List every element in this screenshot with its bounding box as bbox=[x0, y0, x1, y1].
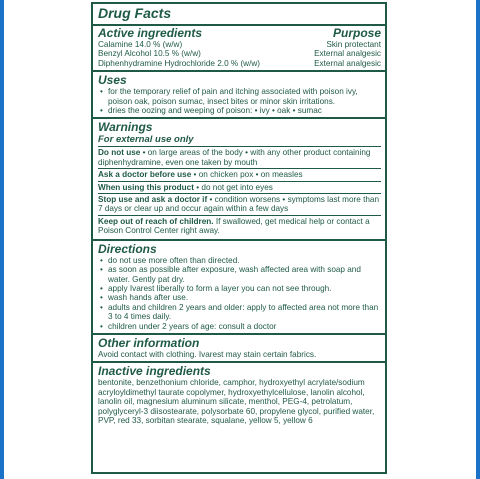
list-item: • for the temporary relief of pain and itching associated with poison ivy, poison oak, poison sumac, insect bites or minor skin irritations. bbox=[98, 87, 381, 106]
active-row bbox=[98, 40, 381, 49]
right-edge-bar bbox=[476, 0, 480, 479]
active-ingredient: Calamine 14.0 % (w/w) bbox=[98, 40, 183, 49]
inactive-ingredients-text: bentonite, benzethonium chloride, camphor, hydroxyethyl acrylate/sodium acryloyldimethyl taurate copolymer, hydroxyethylcellulose, lanolin alcohol, lanolin oil, magnesium aluminum silicate, menthol, PEG-4, petrolatum, polyglyceryl-3 diisostearate, polysorbate 60, propylene glycol, purified water, PVP, red 33, sorbitan stearate, squalane, yellow 5, yellow 6 bbox=[98, 378, 375, 425]
list-item: • adults and children 2 years and older: apply to affected area not more than 3 to 4 times daily. bbox=[98, 303, 381, 322]
warning-line bbox=[98, 194, 381, 216]
warning-line bbox=[98, 147, 381, 169]
warning-text: • do not get into eyes bbox=[193, 182, 273, 192]
warning-text: • on large areas of the body • with any other product containing diphenhydramine, even one taken by mouth bbox=[98, 148, 371, 167]
active-header-row bbox=[98, 26, 381, 40]
directions-list bbox=[98, 256, 381, 331]
other-information-text: Avoid contact with clothing. Ivarest may stain certain fabrics. bbox=[98, 349, 317, 359]
other-information-section bbox=[93, 335, 385, 363]
warning-lead: Ask a doctor before use bbox=[98, 170, 192, 180]
active-row bbox=[98, 49, 381, 58]
active-purpose: External analgesic bbox=[314, 49, 381, 59]
inactive-ingredients-section bbox=[93, 363, 385, 427]
active-ingredient: Diphenhydramine Hydrochloride 2.0 % (w/w) bbox=[98, 58, 260, 68]
other-information-heading: Other information bbox=[98, 335, 200, 350]
warning-line bbox=[98, 169, 381, 181]
warning-line bbox=[98, 182, 381, 194]
active-ingredients-section bbox=[93, 26, 385, 72]
warning-text: • on chicken pox • on measles bbox=[191, 170, 303, 180]
list-item: • apply Ivarest liberally to form a layer you can not see through. bbox=[98, 284, 381, 293]
active-row bbox=[98, 59, 381, 68]
warnings-section bbox=[93, 119, 385, 240]
warning-text: • condition worsens • symptoms last more than 7 days or clear up and occur again within a few days bbox=[98, 195, 380, 214]
uses-heading: Uses bbox=[98, 73, 127, 88]
inactive-ingredients-heading: Inactive ingredients bbox=[98, 364, 211, 379]
uses-section bbox=[93, 72, 385, 119]
drug-facts-panel bbox=[91, 2, 387, 474]
uses-list bbox=[98, 87, 381, 115]
title-section bbox=[93, 4, 385, 26]
warning-lead: When using this product bbox=[98, 182, 194, 192]
directions-section bbox=[93, 241, 385, 335]
purpose-heading: Purpose bbox=[332, 26, 381, 40]
list-item: • children under 2 years of age: consult a doctor bbox=[98, 322, 381, 331]
warning-line bbox=[98, 216, 381, 237]
warning-lead: Keep out of reach of children. bbox=[98, 216, 214, 226]
list-item: • do not use more often than directed. bbox=[98, 256, 381, 265]
list-item: • wash hands after use. bbox=[98, 293, 381, 302]
active-ingredient: Benzyl Alcohol 10.5 % (w/w) bbox=[98, 49, 201, 59]
left-edge-bar bbox=[0, 0, 4, 479]
warning-text: If swallowed, get medical help or contact a Poison Control Center right away. bbox=[98, 216, 370, 236]
active-purpose: External analgesic bbox=[314, 58, 381, 68]
list-item: • as soon as possible after exposure, wash affected area with soap and water. Gently pat dry. bbox=[98, 265, 381, 284]
list-item: • dries the oozing and weeping of poison: • ivy • oak • sumac bbox=[98, 106, 381, 115]
drug-facts-title: Drug Facts bbox=[98, 5, 172, 21]
warning-lead: Stop use and ask a doctor if bbox=[98, 195, 208, 205]
directions-heading: Directions bbox=[98, 241, 157, 256]
warnings-heading: Warnings bbox=[98, 120, 153, 135]
active-purpose: Skin protectant bbox=[326, 40, 381, 49]
warnings-subheading: For external use only bbox=[98, 134, 381, 147]
active-ingredients-heading: Active ingredients bbox=[98, 26, 203, 40]
warning-lead: Do not use bbox=[98, 148, 141, 158]
